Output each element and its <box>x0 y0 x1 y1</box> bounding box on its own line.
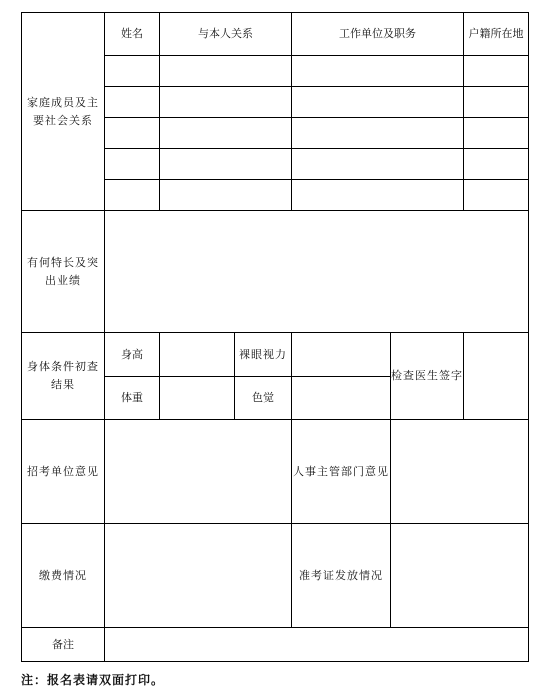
doctor-label: 检查医生签字 <box>391 333 464 420</box>
print-note: 注：报名表请双面打印。 <box>21 673 165 687</box>
hometown-cell[interactable] <box>464 180 529 211</box>
ticket-label: 准考证发放情况 <box>292 524 391 628</box>
header-relation: 与本人关系 <box>160 13 292 56</box>
fee-label: 缴费情况 <box>22 524 105 628</box>
registration-form <box>21 12 529 662</box>
remarks-field[interactable] <box>105 628 529 662</box>
specialty-label: 有何特长及突出业绩 <box>22 211 105 333</box>
workplace-cell[interactable] <box>292 87 464 118</box>
color-label: 色觉 <box>235 377 292 420</box>
doctor-signature-field[interactable] <box>464 333 529 420</box>
relation-cell[interactable] <box>160 87 292 118</box>
hr-opinion-label: 人事主管部门意见 <box>292 420 391 524</box>
specialty-field[interactable] <box>105 211 529 333</box>
family-label: 家庭成员及主要社会关系 <box>22 13 105 211</box>
relation-cell[interactable] <box>160 56 292 87</box>
height-field[interactable] <box>160 333 235 377</box>
fee-field[interactable] <box>105 524 292 628</box>
weight-field[interactable] <box>160 377 235 420</box>
height-label: 身高 <box>105 333 160 377</box>
workplace-cell[interactable] <box>292 180 464 211</box>
weight-label: 体重 <box>105 377 160 420</box>
hometown-cell[interactable] <box>464 56 529 87</box>
relation-cell[interactable] <box>160 118 292 149</box>
header-workplace: 工作单位及职务 <box>292 13 464 56</box>
name-cell[interactable] <box>105 180 160 211</box>
vision-label: 裸眼视力 <box>235 333 292 377</box>
fee-row <box>22 524 529 628</box>
relation-cell[interactable] <box>160 149 292 180</box>
form-table <box>21 12 529 662</box>
ticket-field[interactable] <box>391 524 529 628</box>
hometown-cell[interactable] <box>464 118 529 149</box>
header-name: 姓名 <box>105 13 160 56</box>
unit-opinion-field[interactable] <box>105 420 292 524</box>
remarks-label: 备注 <box>22 628 105 662</box>
workplace-cell[interactable] <box>292 56 464 87</box>
name-cell[interactable] <box>105 87 160 118</box>
header-hometown: 户籍所在地 <box>464 13 529 56</box>
opinion-row <box>22 420 529 524</box>
name-cell[interactable] <box>105 56 160 87</box>
physical-row-1 <box>22 333 529 377</box>
color-field[interactable] <box>292 377 391 420</box>
remarks-row <box>22 628 529 662</box>
workplace-cell[interactable] <box>292 149 464 180</box>
relation-cell[interactable] <box>160 180 292 211</box>
specialty-row <box>22 211 529 333</box>
hometown-cell[interactable] <box>464 149 529 180</box>
workplace-cell[interactable] <box>292 118 464 149</box>
hometown-cell[interactable] <box>464 87 529 118</box>
physical-label: 身体条件初查结果 <box>22 333 105 420</box>
hr-opinion-field[interactable] <box>391 420 529 524</box>
name-cell[interactable] <box>105 118 160 149</box>
name-cell[interactable] <box>105 149 160 180</box>
vision-field[interactable] <box>292 333 391 377</box>
family-header-row <box>22 13 529 56</box>
unit-opinion-label: 招考单位意见 <box>22 420 105 524</box>
